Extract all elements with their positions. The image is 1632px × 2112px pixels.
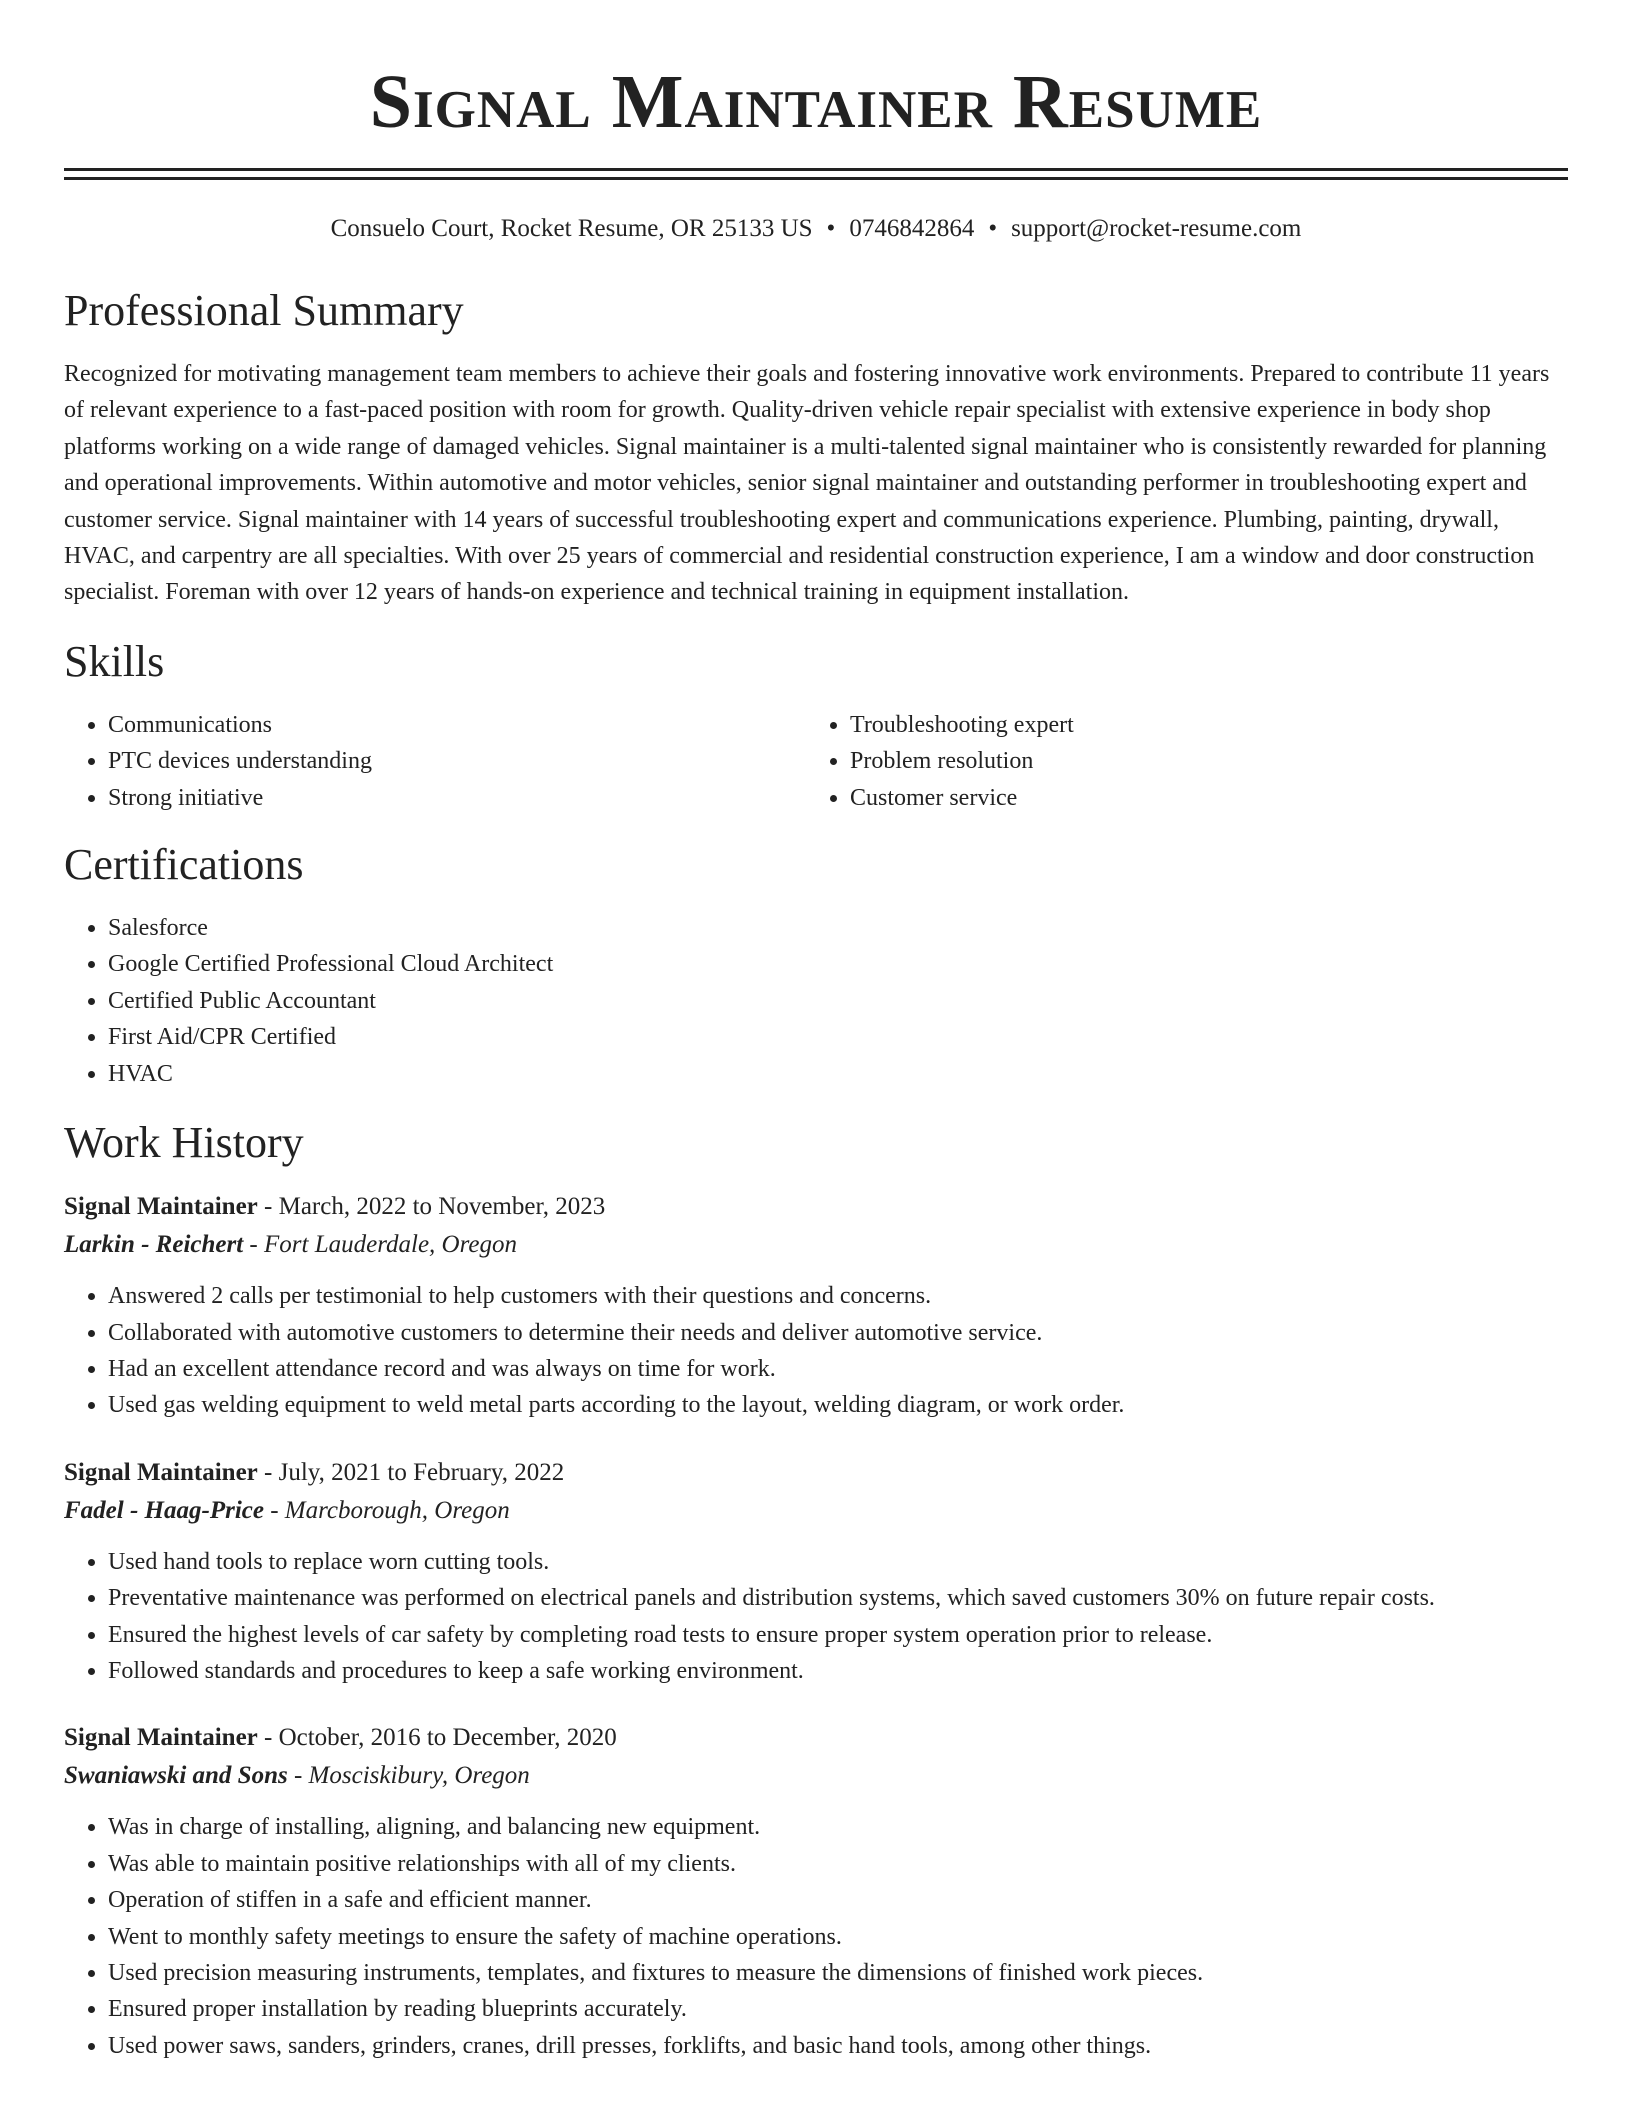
contact-email: support@rocket-resume.com xyxy=(1011,215,1302,242)
job-duties-list xyxy=(64,1809,1568,2064)
job-location: - Fort Lauderdale, Oregon xyxy=(243,1231,517,1259)
job-header xyxy=(64,1454,1568,1492)
job-duty-item: • Preventative maintenance was performed on electrical panels and distribution systems, which saved customers 30% on future repair costs. xyxy=(108,1580,1568,1616)
job-duty-item: • Operation of stiffen in a safe and efficient manner. xyxy=(108,1882,1568,1918)
certification-item: • Salesforce xyxy=(108,910,1568,946)
job-role: Signal Maintainer xyxy=(64,1193,258,1221)
job-duty-item: • Was able to maintain positive relationships with all of my clients. xyxy=(108,1846,1568,1882)
title-divider xyxy=(64,168,1568,171)
certification-item: • Google Certified Professional Cloud Architect xyxy=(108,946,1568,982)
skill-item: • Problem resolution xyxy=(850,743,1548,779)
job-role: Signal Maintainer xyxy=(64,1724,258,1752)
job-duty-item: • Ensured proper installation by reading blueprints accurately. xyxy=(108,1991,1568,2027)
job-company-line xyxy=(64,1226,1568,1264)
job-company: Fadel - Haag-Price xyxy=(64,1496,264,1524)
job-company-line xyxy=(64,1757,1568,1795)
summary-heading: Professional Summary xyxy=(64,286,464,335)
certification-item: • HVAC xyxy=(108,1056,1568,1092)
job-duties-list xyxy=(64,1278,1568,1424)
job-duty-item: • Used power saws, sanders, grinders, cranes, drill presses, forklifts, and basic hand tools, among other things. xyxy=(108,2028,1568,2064)
job-entry xyxy=(64,1188,1568,1424)
contact-line xyxy=(64,214,1568,244)
summary-text: Recognized for motivating management team members to achieve their goals and fostering innovative work environments. Prepared to contribute 11 years of relevant experience to a fast-paced position with room for growth. Quality-driven vehicle repair specialist with extensive experience in body shop platforms working on a wide range of damaged vehicles. Signal maintainer is a multi-talented signal maintainer who is consistently rewarded for planning and operational improvements. Within automotive and motor vehicles, senior signal maintainer and outstanding performer in troubleshooting expert and customer service. Signal maintainer with 14 years of successful troubleshooting expert and communications experience. Plumbing, painting, drywall, HVAC, and carpentry are all specialties. With over 25 years of commercial and residential construction experience, I am a window and door construction specialist. Foreman with over 12 years of hands-on experience and technical training in equipment installation. xyxy=(64,361,1550,606)
skills-column-left xyxy=(64,707,806,816)
job-company: Swaniawski and Sons xyxy=(64,1762,288,1790)
job-duty-item: • Collaborated with automotive customers to determine their needs and deliver automotive service. xyxy=(108,1315,1568,1351)
job-duty-item: • Went to monthly safety meetings to ensure the safety of machine operations. xyxy=(108,1919,1568,1955)
job-duty-item: • Had an excellent attendance record and was always on time for work. xyxy=(108,1351,1568,1387)
skills-list-left xyxy=(64,707,806,816)
skill-item: • Strong initiative xyxy=(108,780,806,816)
job-header xyxy=(64,1719,1568,1757)
job-entry xyxy=(64,1719,1568,2064)
title-divider-secondary xyxy=(64,177,1568,180)
job-role: Signal Maintainer xyxy=(64,1458,258,1486)
resume-title: Signal Maintainer Resume xyxy=(369,60,1263,144)
contact-separator: • xyxy=(988,215,998,242)
job-duty-item: • Followed standards and procedures to keep a safe working environment. xyxy=(108,1653,1568,1689)
certification-item: • Certified Public Accountant xyxy=(108,983,1568,1019)
job-dates: - July, 2021 to February, 2022 xyxy=(257,1458,565,1486)
job-location: - Marcborough, Oregon xyxy=(263,1496,510,1524)
job-duty-item: • Answered 2 calls per testimonial to help customers with their questions and concerns. xyxy=(108,1278,1568,1314)
job-header xyxy=(64,1188,1568,1226)
contact-phone: 0746842864 xyxy=(849,215,975,242)
skill-item: • Troubleshooting expert xyxy=(850,707,1548,743)
work-history-heading: Work History xyxy=(64,1118,304,1168)
job-duty-item: • Used precision measuring instruments, templates, and fixtures to measure the dimensions of finished work pieces. xyxy=(108,1955,1568,1991)
job-company: Larkin - Reichert xyxy=(64,1231,244,1259)
skill-item: • PTC devices understanding xyxy=(108,743,806,779)
skills-list-right xyxy=(806,707,1548,816)
job-duty-item: • Used gas welding equipment to weld metal parts according to the layout, welding diagram, or work order. xyxy=(108,1387,1568,1423)
certifications-heading: Certifications xyxy=(64,840,304,890)
certifications-list xyxy=(64,910,1568,1092)
job-duty-item: • Used hand tools to replace worn cutting tools. xyxy=(108,1544,1568,1580)
job-dates: - October, 2016 to December, 2020 xyxy=(257,1724,617,1752)
skill-item: • Communications xyxy=(108,707,806,743)
job-entry xyxy=(64,1454,1568,1690)
job-location: - Mosciskibury, Oregon xyxy=(287,1762,530,1790)
skill-item: • Customer service xyxy=(850,780,1548,816)
job-dates: - March, 2022 to November, 2023 xyxy=(257,1193,606,1221)
job-duties-list xyxy=(64,1544,1568,1690)
skills-heading: Skills xyxy=(64,636,165,686)
contact-address: Consuelo Court, Rocket Resume, OR 25133 US xyxy=(330,215,813,242)
certification-item: • First Aid/CPR Certified xyxy=(108,1019,1568,1055)
contact-separator: • xyxy=(826,215,836,242)
skills-grid xyxy=(64,707,1568,816)
job-company-line xyxy=(64,1492,1568,1530)
job-duty-item: • Ensured the highest levels of car safety by completing road tests to ensure proper system operation prior to release. xyxy=(108,1617,1568,1653)
skills-column-right xyxy=(806,707,1548,816)
job-duty-item: • Was in charge of installing, aligning, and balancing new equipment. xyxy=(108,1809,1568,1845)
